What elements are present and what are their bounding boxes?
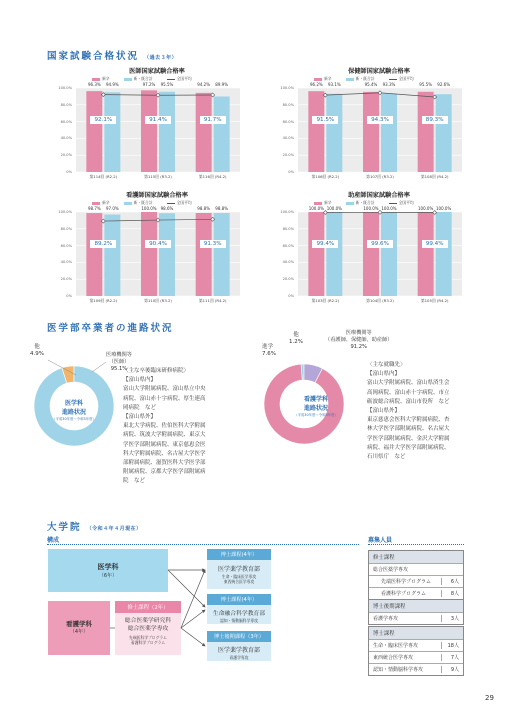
structure-label: 構成: [47, 537, 60, 544]
recruit-row-count: 3人: [441, 615, 459, 622]
recruit-row: [369, 587, 463, 599]
y-tick-label: 40.0%: [282, 136, 294, 141]
recruit-divider: [368, 544, 464, 545]
page-number: 29: [485, 694, 494, 702]
medicine-destination-line: 学医学部附属病院、東京慈恵会医: [123, 441, 206, 448]
y-tick-label: 80.0%: [60, 226, 72, 231]
bar-new: [86, 213, 102, 296]
national-average-value-label: 91.7%: [200, 116, 226, 124]
doctoral-course-3-box: [207, 631, 271, 661]
bar-all-value-label: 92.6%: [437, 82, 451, 87]
doctoral-course-1-sub2: 東西統合医学専攻: [223, 579, 255, 584]
pie2-other-label: [289, 332, 303, 346]
bar-all: [159, 92, 175, 172]
recruit-master-sub: [369, 563, 463, 575]
recruit-group-doctoral: [368, 626, 464, 676]
bar-all-value-label: 93.1%: [327, 82, 341, 87]
recruit-row-name: 認知・情動脳科学専攻: [373, 667, 424, 673]
bar-all: [381, 94, 397, 172]
bar-all: [326, 94, 342, 172]
nursing-destination-line: 富山大学附属病院、富山県済生会: [367, 380, 450, 387]
bar-new-value-label: 94.2%: [197, 82, 211, 87]
recruit-master-head: 修士課程: [369, 551, 463, 563]
x-tick-label: 第107回 (R3.2): [366, 174, 394, 179]
nursing-destination-line: 東京慈恵会医科大学附属病院、杏: [367, 417, 450, 424]
recruit-row: [369, 651, 463, 663]
legend-all-label: 新・既合計: [133, 76, 153, 81]
bar-all-value-label: 97.0%: [105, 206, 119, 211]
bar-new-value-label: 100.0%: [141, 206, 157, 211]
medicine-destination-line: 富山大学附属病院、富山県立中央: [123, 386, 206, 393]
bar-new: [418, 212, 434, 296]
nursing-destination-line: 〈主な就職先〉: [367, 362, 406, 368]
chart-title: 保健師国家試験合格率: [348, 68, 410, 75]
bar-all: [381, 212, 397, 296]
recruit-row-count: 7人: [441, 654, 459, 661]
nursing-destination-line: 【富山県外】: [367, 408, 401, 415]
pie2-other-name: 他: [293, 332, 299, 338]
national-average-value-label: 92.1%: [90, 116, 116, 124]
x-tick-label: 第103回 (R2.2): [311, 298, 340, 303]
pie2-main-name2: （看護師、保健師、助産師）: [325, 337, 393, 343]
x-tick-label: 第104回 (R3.2): [366, 298, 394, 303]
bar-all-value-label: 100.0%: [436, 206, 452, 211]
recruit-label: 募集人員: [368, 537, 393, 544]
bar-new-value-label: 100.0%: [418, 206, 434, 211]
pie1-other-pct: 4.9%: [30, 351, 44, 357]
legend-all-label: 新・既合計: [133, 200, 153, 205]
grad-section-title: [47, 515, 142, 534]
recruit-group-master: [368, 550, 464, 600]
medicine-destination-line: 科大学附属病院、名古屋大学医学: [123, 450, 206, 457]
pie1-center-title2: 進路状況: [61, 409, 86, 416]
x-tick-label: 第110回 (R3.2): [144, 298, 172, 303]
nursing-destination-line: 【富山県内】: [367, 371, 401, 378]
bar-all-value-label: 98.6%: [160, 206, 174, 211]
nursing-dept-name: 看護学科: [66, 620, 92, 628]
grad-subtitle: （令和４年４月現在）: [86, 526, 142, 532]
medicine-dept-name: 医学科: [97, 563, 119, 571]
recruit-row-name: 生命・臨床医学専攻: [373, 643, 419, 649]
y-tick-label: 20.0%: [60, 153, 72, 158]
y-tick-label: 40.0%: [282, 260, 294, 265]
bar-new: [308, 212, 324, 296]
nursing-destination-line: 高岡病院、富山赤十字病院、市立: [367, 389, 450, 396]
bar-chart-1: [52, 66, 242, 186]
doctoral-course-3-title: 医学薬学教育部: [217, 647, 260, 654]
legend-national-label: 全国平均: [176, 200, 192, 205]
bar-all-value-label: 93.3%: [382, 82, 396, 87]
medicine-destination-line: 岡病院 など: [123, 404, 157, 411]
pie1-center-title1: 医学科: [64, 400, 83, 407]
doctoral-course-2-title: 生命融合科学教育部: [212, 611, 266, 617]
pie2-center-text: [288, 394, 344, 417]
doctoral-course-1-label: 博士課程(4年）: [207, 549, 271, 560]
structure-divider: [47, 544, 359, 545]
recruit-doctoral-head: 博士課程: [369, 627, 463, 639]
medicine-dept-box: [48, 549, 168, 592]
medicine-destination-line: 〈主な卒後臨床研修病院〉: [123, 368, 190, 374]
career-section-title: 医学部卒業者の進路状況: [47, 323, 174, 334]
pie2-main-pct: 91.2%: [350, 344, 367, 350]
pie1-center-text: [46, 398, 102, 421]
nursing-destinations-list: [367, 361, 483, 462]
y-tick-label: 100.0%: [58, 210, 72, 214]
medicine-destination-line: 院 など: [123, 478, 146, 485]
legend-new-label: 新卒: [324, 76, 332, 81]
legend-national-label: 全国平均: [398, 200, 414, 205]
medicine-destination-line: 部附属病院、滋賀医科大学医学部: [123, 460, 206, 467]
y-tick-label: 40.0%: [60, 136, 72, 141]
nursing-destination-line: 病院、福井大学医学部附属病院、: [367, 444, 450, 451]
pie1-other-name: 他: [34, 344, 40, 350]
y-tick-label: 0%: [288, 170, 294, 174]
exam-section-title: [47, 44, 177, 63]
recruit-row: [369, 575, 463, 587]
y-tick-label: 60.0%: [282, 119, 294, 124]
bar-new-value-label: 95.5%: [419, 82, 433, 87]
chart-title: 医師国家試験合格率: [129, 68, 185, 75]
recruit-row: [369, 612, 463, 624]
bar-all-value-label: 98.8%: [215, 206, 229, 211]
pie1-main-pct: 95.1%: [110, 366, 128, 372]
bar-all: [104, 215, 120, 296]
recruit-row-name: 看護学専攻: [373, 616, 399, 622]
national-average-value-label: 94.3%: [367, 116, 393, 124]
recruit-group-doctoral-late: [368, 599, 464, 625]
bar-new-value-label: 98.7%: [87, 206, 101, 211]
y-tick-label: 20.0%: [60, 277, 72, 282]
x-tick-label: 第115回 (R3.2): [144, 174, 172, 179]
bar-new: [363, 92, 379, 172]
y-tick-label: 0%: [288, 294, 294, 298]
national-average-value-label: 91.5%: [312, 116, 338, 124]
recruit-row: [369, 663, 463, 675]
bar-new: [141, 90, 157, 172]
legend-new-label: 新卒: [102, 76, 110, 81]
recruit-row-count: 6人: [441, 578, 459, 585]
national-average-value-label: 99.4%: [422, 240, 448, 248]
doctoral-course-3-label: 博士後期課程（3年）: [207, 631, 271, 642]
medicine-destination-line: 附属病院、京都大学医学部附属病: [123, 469, 206, 476]
y-tick-label: 80.0%: [282, 102, 294, 107]
chart-title: 看護師国家試験合格率: [126, 192, 188, 199]
bar-new: [141, 212, 157, 296]
bar-chart-4: [274, 190, 464, 310]
recruit-row-count: 18人: [441, 642, 459, 649]
bar-all: [159, 213, 175, 296]
y-tick-label: 0%: [66, 170, 72, 174]
medicine-destination-line: 病院、筑波大学附属病院、東京大: [123, 432, 206, 439]
y-tick-label: 40.0%: [60, 260, 72, 265]
x-tick-label: 第111回 (R4.2): [198, 298, 227, 303]
x-tick-label: 第105回 (R4.2): [420, 298, 449, 303]
pie2-main-label: [325, 330, 392, 351]
master-title2: 総合医薬学専攻: [127, 626, 169, 632]
recruit-row-name: 東西統合医学専攻: [373, 655, 414, 661]
recruit-row-count: 8人: [441, 590, 459, 597]
bar-all-value-label: 89.9%: [215, 82, 229, 87]
pie2-other-pct: 1.2%: [289, 339, 303, 345]
bar-all: [436, 94, 452, 172]
y-tick-label: 80.0%: [60, 102, 72, 107]
bar-all-value-label: 94.9%: [105, 82, 119, 87]
bar-new-value-label: 100.0%: [308, 206, 324, 211]
bar-chart-3: [52, 190, 242, 310]
grad-title: 大学院: [47, 522, 82, 533]
y-tick-label: 20.0%: [282, 153, 294, 158]
bar-new-value-label: 98.8%: [197, 206, 211, 211]
pie2-center-title2: 進路状況: [303, 405, 328, 412]
bar-new: [418, 92, 434, 172]
doctoral-course-2-label: 博士課程(4年）: [207, 594, 271, 605]
bar-new: [196, 93, 212, 172]
doctoral-course-1-title: 医学薬学教育部: [217, 566, 260, 573]
national-average-value-label: 91.3%: [200, 240, 226, 248]
bar-all: [436, 212, 452, 296]
recruit-row-name: 看護科学プログラム: [381, 591, 426, 597]
y-tick-label: 80.0%: [282, 226, 294, 231]
medicine-destination-line: 病院、富山赤十字病院、厚生連高: [123, 395, 206, 402]
pie2-main-name: 医療機関等: [345, 330, 372, 336]
bar-chart-2: [274, 66, 464, 186]
y-tick-label: 100.0%: [280, 86, 294, 90]
nursing-destination-line: 石川県庁 など: [367, 454, 406, 461]
bar-all: [104, 92, 120, 172]
y-tick-label: 60.0%: [60, 119, 72, 124]
legend-new-label: 新卒: [102, 200, 110, 205]
medicine-destination-line: 【富山県内】: [123, 377, 157, 384]
bar-new-value-label: 100.0%: [363, 206, 379, 211]
nursing-destination-line: 林大学医学部附属病院、名古屋大: [367, 426, 450, 433]
pie2-center-period: （平成30年度～令和3年度）: [294, 413, 338, 417]
nursing-destination-line: 学医学部附属病院、金沢大学附属: [367, 435, 450, 442]
pie2-adv-name: 進学: [262, 344, 274, 350]
doctoral-course-2-box: [207, 594, 271, 624]
bar-new: [86, 91, 102, 172]
y-tick-label: 60.0%: [282, 243, 294, 248]
legend-national-label: 全国平均: [176, 76, 192, 81]
medicine-destinations-list: [123, 367, 235, 487]
doctoral-course-1-sub1: 生命・臨床医学専攻: [221, 574, 257, 579]
national-average-value-label: 91.4%: [145, 116, 171, 124]
medicine-destination-line: 【富山県外】: [123, 414, 157, 421]
doctoral-course-1-box: [207, 549, 271, 589]
x-tick-label: 第109回 (R2.2): [89, 298, 118, 303]
pie2-adv-label: [262, 344, 276, 358]
bar-new-value-label: 97.2%: [142, 82, 156, 87]
legend-all-label: 新・既合計: [355, 76, 375, 81]
master-sub1: 先端医科学プログラム: [129, 635, 167, 640]
pie1-other-label: [30, 344, 44, 358]
medicine-destination-line: 東北大学病院、佐伯医科大学附属: [123, 423, 206, 430]
x-tick-label: 第108回 (R4.2): [420, 174, 449, 179]
bar-all: [326, 212, 342, 296]
master-course-label: 修士課程（2年）: [115, 601, 181, 613]
recruit-master-sub-name: 総合医薬学専攻: [373, 567, 409, 573]
pie1-main-name: 医療機関等: [106, 352, 132, 358]
section-title: 国家試験合格状況: [47, 51, 140, 62]
legend-new-label: 新卒: [324, 200, 332, 205]
section-subtitle: （過去３年）: [144, 55, 178, 61]
bar-all: [214, 96, 230, 172]
recruit-doctoral-late-head: 博士後期課程: [369, 600, 463, 612]
master-title1: 総合医薬学研究科: [124, 618, 172, 624]
doctoral-course-2-sub: 認知・情動脳科学専攻: [220, 618, 258, 623]
x-tick-label: 第106回 (R2.2): [311, 174, 340, 179]
master-sub2: 看護科学プログラム: [130, 640, 166, 645]
doctoral-course-3-sub: 看護学専攻: [229, 655, 249, 660]
nursing-dept-years: （4年）: [69, 629, 89, 635]
y-tick-label: 60.0%: [60, 243, 72, 248]
bar-all-value-label: 100.0%: [381, 206, 397, 211]
y-tick-label: 100.0%: [280, 210, 294, 214]
legend-national-label: 全国平均: [398, 76, 414, 81]
nursing-destination-line: 砺波総合病院、富山市役所 など: [367, 398, 450, 405]
bar-new-value-label: 95.4%: [364, 82, 378, 87]
nursing-dept-box: [48, 601, 110, 655]
recruit-row: [369, 639, 463, 651]
pie2-center-title1: 看護学科: [303, 396, 328, 403]
y-tick-label: 20.0%: [282, 277, 294, 282]
recruit-row-count: 9人: [441, 666, 459, 673]
y-tick-label: 0%: [66, 294, 72, 298]
pie1-main-name2: （医師）: [108, 359, 130, 365]
bar-all: [214, 213, 230, 296]
medicine-dept-years: （6年）: [98, 573, 118, 579]
bar-new: [308, 91, 324, 172]
x-tick-label: 第116回 (R4.2): [198, 174, 227, 179]
bar-new: [363, 212, 379, 296]
pie1-center-period: （平成30年度～令和3年度）: [52, 417, 96, 421]
bar-new: [196, 213, 212, 296]
bar-all-value-label: 100.0%: [326, 206, 342, 211]
national-average-value-label: 89.2%: [90, 240, 116, 248]
x-tick-label: 第114回 (R2.2): [89, 174, 118, 179]
master-course-box: [115, 601, 181, 655]
national-average-value-label: 99.4%: [312, 240, 338, 248]
chart-title: 助産師国家試験合格率: [348, 192, 410, 199]
national-average-value-label: 90.4%: [145, 240, 171, 248]
national-average-value-label: 99.6%: [367, 240, 393, 248]
bar-new-value-label: 96.3%: [87, 82, 101, 87]
bar-new-value-label: 96.2%: [309, 82, 323, 87]
y-tick-label: 100.0%: [58, 86, 72, 90]
recruit-row-name: 先端医科学プログラム: [381, 579, 431, 585]
national-average-value-label: 89.3%: [422, 116, 448, 124]
legend-all-label: 新・既合計: [355, 200, 375, 205]
pie2-adv-pct: 7.6%: [262, 351, 276, 357]
bar-all-value-label: 95.5%: [160, 82, 174, 87]
